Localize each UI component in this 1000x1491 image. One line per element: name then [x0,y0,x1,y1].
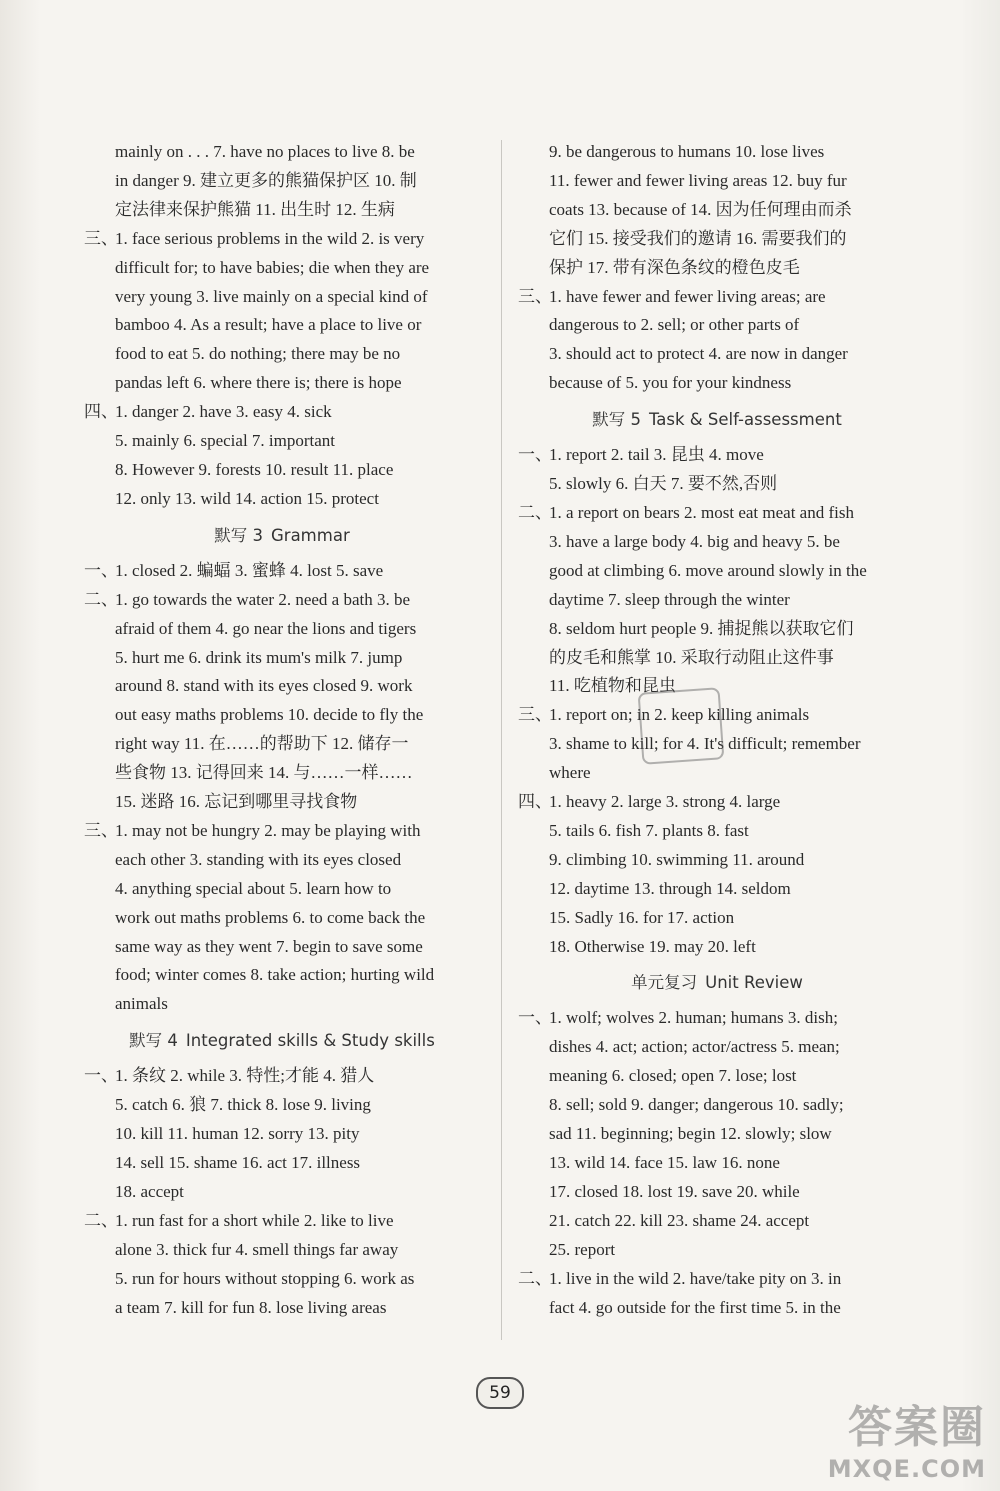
answer-line [518,528,916,557]
section-heading-en: Unit Review [705,973,803,993]
answer-line [518,846,916,875]
answer-line [84,759,480,788]
answer-text: 3. shame to kill; for 4. It's difficult; remember [549,734,861,754]
answer-text: food; winter comes 8. take action; hurting wild [115,965,435,985]
answer-text: 17. closed 18. lost 19. save 20. while [549,1181,800,1201]
answer-text: 3. have a large body 4. big and heavy 5. be [549,531,840,551]
answer-line [518,759,916,788]
answer-line [518,470,916,499]
answer-line [518,615,916,644]
answer-text: 1. wolf; wolves 2. human; humans 3. dish; [549,1008,838,1028]
answer-line [84,1265,480,1294]
answer-line [518,225,916,254]
answer-text: sad 11. beginning; begin 12. slowly; slow [549,1124,832,1144]
answer-text: alone 3. thick fur 4. smell things far away [115,1239,399,1259]
answer-line [84,1178,480,1207]
answer-line [84,398,480,427]
watermark-logo-text: 答案圈 [848,1402,986,1453]
section-heading [84,522,480,550]
answer-text: in danger 9. 建立更多的熊猫保护区 10. 制 [115,170,417,190]
answer-text: 9. climbing 10. swimming 11. around [549,849,805,869]
section-heading-en: Task & Self-assessment [648,410,842,430]
answer-text: 8. seldom hurt people 9. 捕捉熊以获取它们 [549,618,854,638]
answer-text: 8. However 9. forests 10. result 11. place [115,459,394,479]
answer-text: 的皮毛和熊掌 10. 采取行动阻止这件事 [549,647,834,667]
answer-line [84,586,480,615]
answer-line [518,1062,916,1091]
answer-text: 5. catch 6. 狼 7. thick 8. lose 9. living [115,1095,371,1115]
answer-line [518,1120,916,1149]
answer-line [518,283,916,312]
answer-line [518,1294,916,1323]
answer-line [518,340,916,369]
section-heading-zh: 单元复习 [631,973,698,993]
answer-line [518,311,916,340]
answer-text: 1. run fast for a short while 2. like to live [115,1210,394,1230]
answer-line [84,254,480,283]
answer-text: around 8. stand with its eyes closed 9. work [115,676,413,696]
answer-line [518,254,916,283]
answer-text: 12. daytime 13. through 14. seldom [549,878,791,898]
section-heading-zh: 默写 4 [129,1031,178,1051]
answer-line [84,933,480,962]
section-marker: 一、 [84,560,118,580]
answer-text: 些食物 13. 记得回来 14. 与……一样…… [115,763,413,783]
answer-text: 12. only 13. wild 14. action 15. protect [115,488,379,508]
answer-text: same way as they went 7. begin to save some [115,936,423,956]
answer-text: pandas left 6. where there is; there is hope [115,373,402,393]
stamp-mark [638,687,725,765]
page-number: 59 [476,1377,524,1409]
answer-text: 4. anything special about 5. learn how to [115,878,392,898]
section-heading-zh: 默写 5 [592,410,641,430]
answer-line [518,138,916,167]
answer-text: fact 4. go outside for the first time 5. in the [549,1297,841,1317]
answer-text: afraid of them 4. go near the lions and tigers [115,618,417,638]
answer-line [84,1062,480,1091]
answer-line [84,1091,480,1120]
answer-line [84,875,480,904]
section-marker: 二、 [84,1210,118,1230]
answer-text: very young 3. live mainly on a special kind of [115,286,428,306]
answer-line [84,730,480,759]
section-marker: 二、 [518,502,552,522]
answer-line [84,557,480,586]
answer-line [84,369,480,398]
answer-text: food to eat 5. do nothing; there may be no [115,344,401,364]
section-marker: 三、 [84,228,118,248]
answer-line [518,817,916,846]
answer-text: 5. slowly 6. 白天 7. 要不然,否则 [549,474,778,494]
answer-text: 1. heavy 2. large 3. strong 4. large [549,792,781,812]
answer-line [518,1265,916,1294]
answer-line [518,499,916,528]
answer-line [518,557,916,586]
section-marker: 四、 [84,402,118,422]
answer-line [518,369,916,398]
answer-line [84,1120,480,1149]
answer-text: a team 7. kill for fun 8. lose living areas [115,1297,387,1317]
answer-line [84,846,480,875]
column-divider [501,140,502,1340]
answer-line [518,1149,916,1178]
answer-text: 5. hurt me 6. drink its mum's milk 7. jump [115,647,403,667]
answer-line [518,167,916,196]
section-marker: 一、 [84,1066,118,1086]
section-marker: 三、 [518,286,552,306]
answer-line [84,427,480,456]
answer-line [84,340,480,369]
answer-text: out easy maths problems 10. decide to fly the [115,705,424,725]
answer-text: 1. a report on bears 2. most eat meat and fish [549,502,854,522]
answer-text: 1. live in the wild 2. have/take pity on 3. in [549,1268,842,1288]
section-heading [84,1027,480,1055]
answer-line [84,990,480,1019]
answer-text: meaning 6. closed; open 7. lose; lost [549,1066,797,1086]
answer-line [518,875,916,904]
answer-text: 5. run for hours without stopping 6. work as [115,1268,415,1288]
answer-text: 定法律来保护熊猫 11. 出生时 12. 生病 [115,199,395,219]
answer-line [84,196,480,225]
answer-text: 10. kill 11. human 12. sorry 13. pity [115,1124,360,1144]
answer-line [84,1149,480,1178]
section-heading-en: Integrated skills & Study skills [185,1031,435,1051]
section-marker: 三、 [518,705,552,725]
answer-text: where [549,763,591,783]
site-watermark [828,1391,986,1483]
answer-text: 1. may not be hungry 2. may be playing with [115,820,421,840]
answer-text: daytime 7. sleep through the winter [549,589,790,609]
answer-text: 5. tails 6. fish 7. plants 8. fast [549,820,749,840]
answer-text: 18. Otherwise 19. may 20. left [549,936,756,956]
answer-text: 11. fewer and fewer living areas 12. buy fur [549,170,847,190]
answer-text: 13. wild 14. face 15. law 16. none [549,1153,780,1172]
answer-line [84,283,480,312]
answer-text: 它们 15. 接受我们的邀请 16. 需要我们的 [549,228,847,248]
answer-line [518,441,916,470]
answer-line [84,1236,480,1265]
answer-line [84,672,480,701]
answer-line [518,788,916,817]
answer-line [518,933,916,962]
answer-text: 1. closed 2. 蝙蝠 3. 蜜蜂 4. lost 5. save [115,560,384,580]
answer-line [518,1004,916,1033]
answer-text: difficult for; to have babies; die when they are [115,257,430,277]
answer-text: 1. 条纹 2. while 3. 特性;才能 4. 猎人 [115,1066,375,1086]
section-heading [518,406,916,434]
answer-text: 保护 17. 带有深色条纹的橙色皮毛 [549,257,800,277]
answer-line [84,311,480,340]
answer-text: 15. 迷路 16. 忘记到哪里寻找食物 [115,792,358,812]
answer-text: 1. report 2. tail 3. 昆虫 4. move [549,445,764,465]
answer-text: 25. report [549,1239,616,1259]
answer-text: bamboo 4. As a result; have a place to live or [115,315,422,335]
answer-line [84,225,480,254]
answer-line [518,1236,916,1265]
section-marker: 二、 [518,1268,552,1288]
section-marker: 一、 [518,1008,552,1028]
answer-text: animals [115,994,168,1014]
answer-text: 15. Sadly 16. for 17. action [549,907,735,927]
answer-text: right way 11. 在……的帮助下 12. 储存一 [115,734,409,754]
answer-text: 1. go towards the water 2. need a bath 3. be [115,589,411,609]
answer-line [518,1207,916,1236]
answer-line [518,1178,916,1207]
answer-line [84,1207,480,1236]
answer-text: 21. catch 22. kill 23. shame 24. accept [549,1210,810,1230]
answer-text: 11. 吃植物和昆虫 [549,676,676,696]
answer-text: 3. should act to protect 4. are now in danger [549,344,848,364]
answer-line [518,586,916,615]
section-marker: 三、 [84,820,118,840]
answer-text: mainly on . . . 7. have no places to live 8. be [115,142,415,161]
answer-line [84,456,480,485]
section-marker: 二、 [84,589,118,609]
answer-text: 9. be dangerous to humans 10. lose lives [549,142,825,161]
answer-text: work out maths problems 6. to come back the [115,907,426,927]
left-column [84,138,480,1322]
section-heading-zh: 默写 3 [214,525,263,545]
answer-line [84,615,480,644]
answer-text: each other 3. standing with its eyes closed [115,849,402,869]
answer-line [518,904,916,933]
answer-text: 14. sell 15. shame 16. act 17. illness [115,1153,361,1172]
answer-line [84,904,480,933]
answer-line [84,644,480,673]
answer-text: dangerous to 2. sell; or other parts of [549,315,800,335]
answer-text: 18. accept [115,1181,184,1201]
answer-line [518,196,916,225]
answer-line [518,1033,916,1062]
answer-text: 1. have fewer and fewer living areas; are [549,286,826,306]
answer-text: 1. report on; in 2. keep killing animals [549,705,810,725]
watermark-url: MXQE.COM [827,1455,986,1483]
answer-text: 8. sell; sold 9. danger; dangerous 10. sadly; [549,1095,844,1115]
answer-text: coats 13. because of 14. 因为任何理由而杀 [549,199,852,219]
section-marker: 一、 [518,445,552,465]
answer-text: dishes 4. act; action; actor/actress 5. mean; [549,1037,840,1057]
answer-text: 5. mainly 6. special 7. important [115,431,336,451]
answer-text: because of 5. you for your kindness [549,373,792,393]
answer-line [84,788,480,817]
section-marker: 四、 [518,792,552,812]
answer-line [84,701,480,730]
answer-text: 1. danger 2. have 3. easy 4. sick [115,402,332,422]
section-heading-en: Grammar [271,525,350,545]
answer-line [518,1091,916,1120]
section-heading [518,969,916,997]
answer-text: 1. face serious problems in the wild 2. is very [115,228,425,248]
answer-line [84,817,480,846]
answer-line [84,138,480,167]
answer-line [84,167,480,196]
answer-line [518,644,916,673]
answer-line [84,1294,480,1323]
answer-line [84,961,480,990]
answer-line [84,485,480,514]
answer-text: good at climbing 6. move around slowly in the [549,560,867,580]
